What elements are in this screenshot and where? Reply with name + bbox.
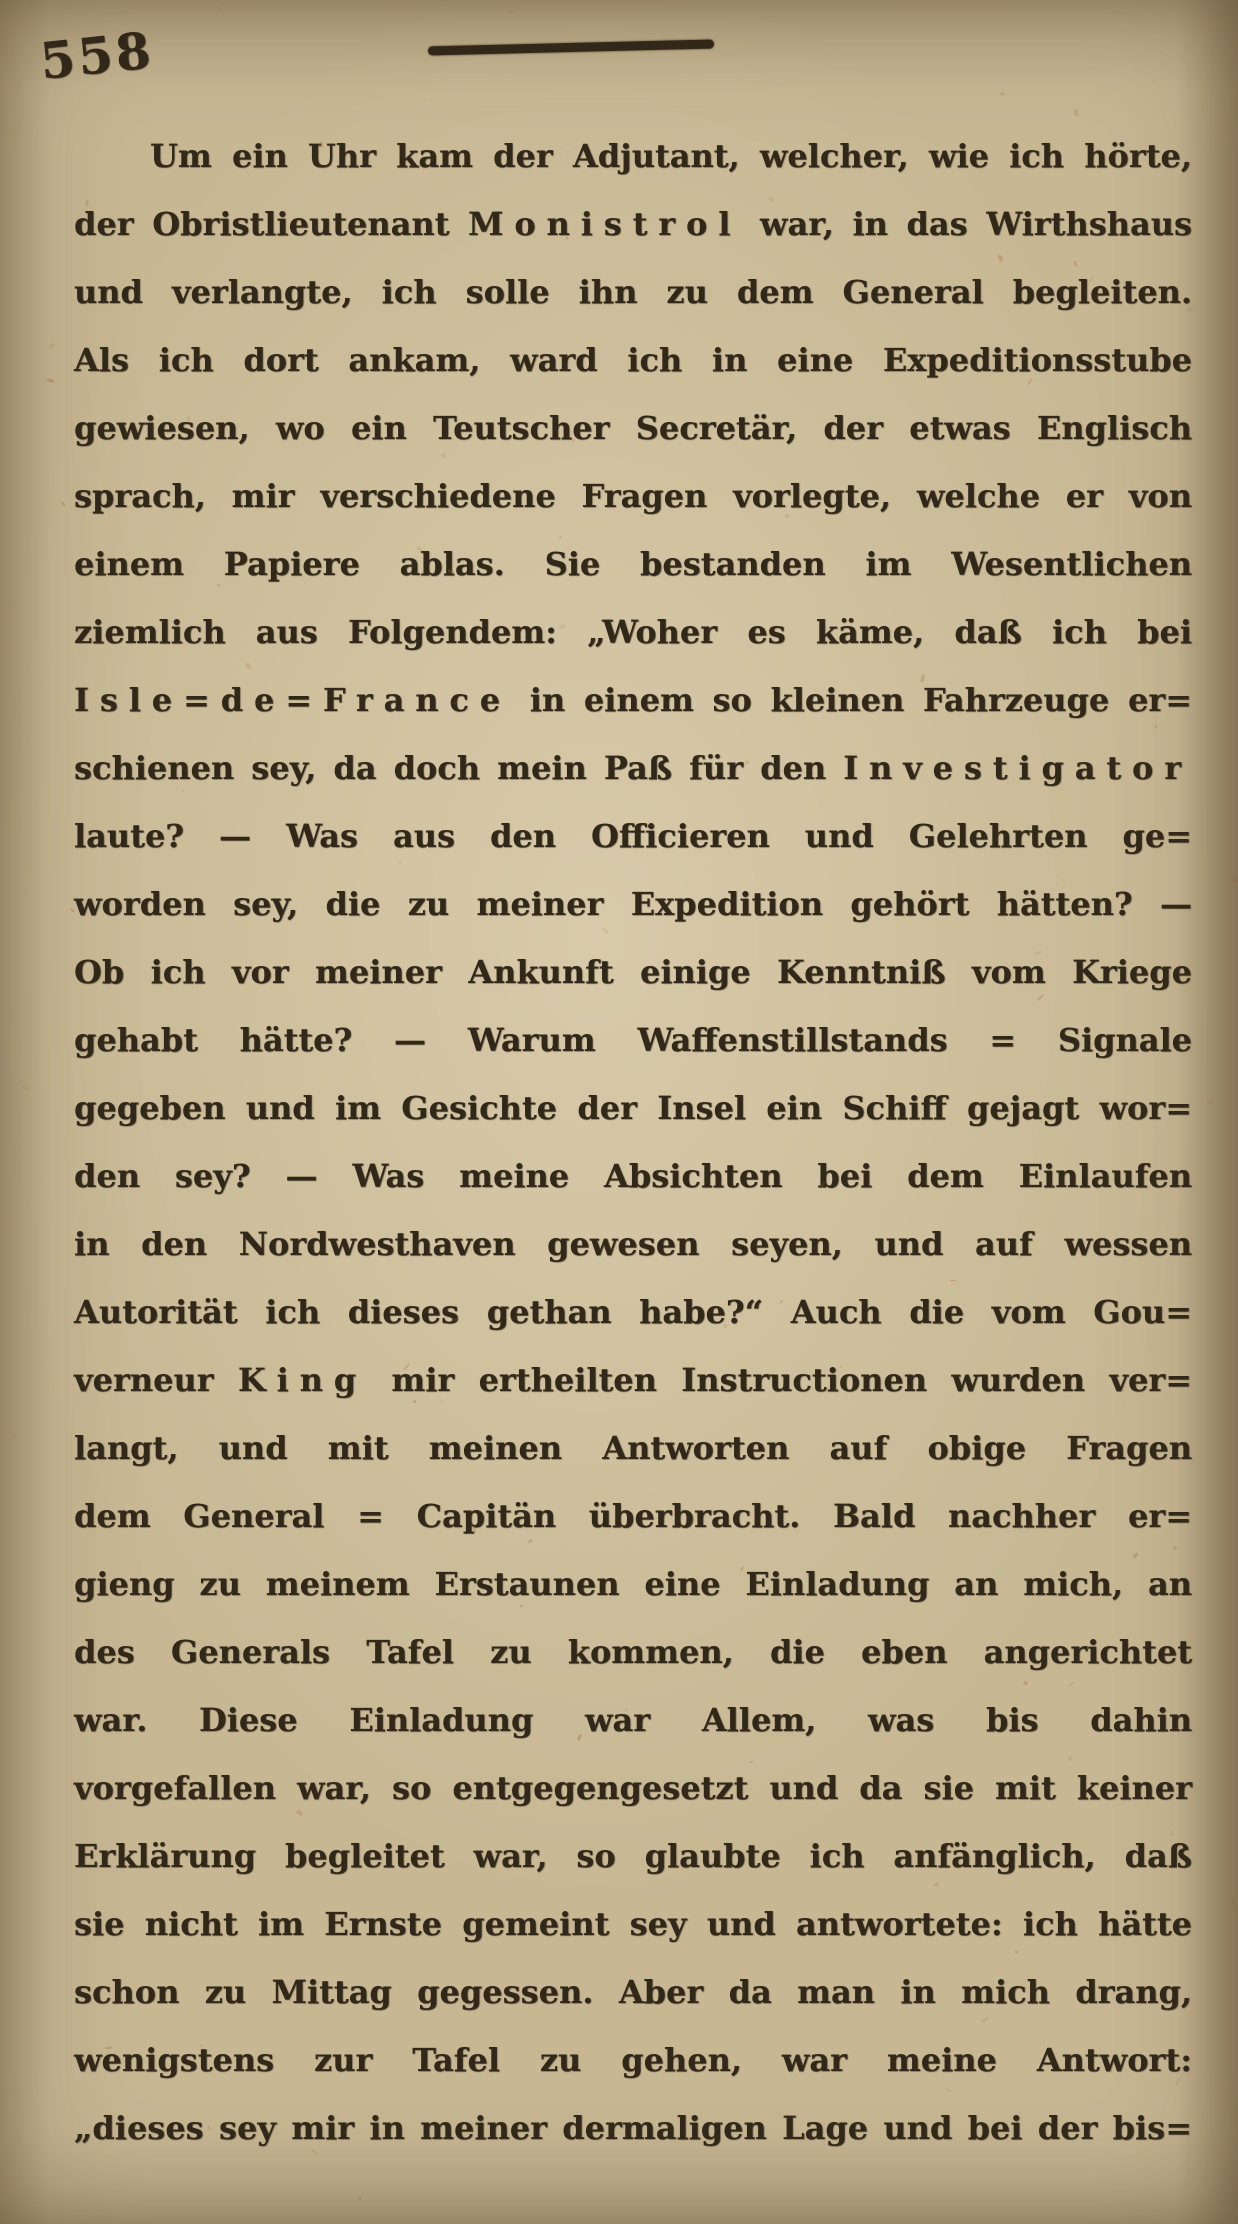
section-divider-rule bbox=[428, 40, 714, 56]
text-line bbox=[74, 802, 1192, 870]
text-segment: wenigstens zur Tafel zu gehen, war meine Antwort: bbox=[74, 2041, 1192, 2079]
text-segment: Um ein Uhr kam der Adjutant, welcher, wie ich hörte, bbox=[150, 137, 1192, 175]
text-line bbox=[74, 1482, 1192, 1550]
text-line bbox=[74, 598, 1192, 666]
text-line bbox=[74, 1278, 1192, 1346]
text-line bbox=[74, 870, 1192, 938]
text-segment: war. Diese Einladung war Allem, was bis dahin bbox=[74, 1701, 1192, 1739]
text-segment: Erklärung begleitet war, so glaubte ich anfänglich, daß bbox=[74, 1837, 1192, 1875]
text-line bbox=[74, 1006, 1192, 1074]
text-line bbox=[74, 1890, 1192, 1958]
text-segment: des Generals Tafel zu kommen, die eben angerichtet bbox=[74, 1633, 1192, 1671]
text-segment: mir ertheilten Instructionen wurden ver= bbox=[367, 1361, 1192, 1399]
text-line bbox=[74, 326, 1192, 394]
text-line bbox=[74, 666, 1192, 734]
text-segment: gegeben und im Gesichte der Insel ein Schiff gejagt wor= bbox=[74, 1089, 1192, 1127]
letterspaced-word: Investigator bbox=[843, 749, 1192, 787]
text-line bbox=[74, 462, 1192, 530]
text-segment: in einem so kleinen Fahrzeuge er= bbox=[511, 681, 1192, 719]
text-segment: vorgefallen war, so entgegengesetzt und da sie mit keiner bbox=[74, 1769, 1192, 1807]
text-line bbox=[74, 1754, 1192, 1822]
text-segment: Autorität ich dieses gethan habe?“ Auch die vom Gou= bbox=[74, 1293, 1192, 1331]
text-segment: verneur bbox=[74, 1361, 238, 1399]
letterspaced-word: Isle=de=France bbox=[74, 681, 512, 719]
text-line bbox=[74, 1210, 1192, 1278]
text-line bbox=[74, 190, 1192, 258]
text-line bbox=[74, 122, 1192, 190]
text-line bbox=[74, 1074, 1192, 1142]
text-segment: laute? — Was aus den Officieren und Gelehrten ge= bbox=[74, 817, 1192, 855]
text-segment: sie nicht im Ernste gemeint sey und antwortete: ich hätte bbox=[74, 1905, 1192, 1943]
text-line bbox=[74, 1822, 1192, 1890]
text-segment: schon zu Mittag gegessen. Aber da man in mich drang, bbox=[74, 1973, 1192, 2011]
text-segment: gieng zu meinem Erstaunen eine Einladung an mich, an bbox=[74, 1565, 1192, 1603]
text-segment: den sey? — Was meine Absichten bei dem Einlaufen bbox=[74, 1157, 1192, 1195]
text-segment: gewiesen, wo ein Teutscher Secretär, der etwas Englisch bbox=[74, 409, 1192, 447]
letterspaced-word: Monistrol bbox=[468, 205, 742, 243]
text-line bbox=[74, 1142, 1192, 1210]
text-segment: schienen sey, da doch mein Paß für den bbox=[74, 749, 844, 787]
text-segment: in den Nordwesthaven gewesen seyen, und auf wessen bbox=[74, 1225, 1192, 1263]
text-line bbox=[74, 1686, 1192, 1754]
text-line bbox=[74, 938, 1192, 1006]
text-segment: worden sey, die zu meiner Expedition gehört hätten? — bbox=[74, 885, 1192, 923]
text-line bbox=[74, 1414, 1192, 1482]
text-segment: ziemlich aus Folgendem: „Woher es käme, daß ich bei bbox=[74, 613, 1192, 651]
letterspaced-word: King bbox=[237, 1361, 368, 1399]
text-line bbox=[74, 1958, 1192, 2026]
page-text bbox=[74, 122, 1192, 2162]
text-segment: gehabt hätte? — Warum Waffenstillstands = Signale bbox=[74, 1021, 1192, 1059]
text-segment: dem General = Capitän überbracht. Bald nachher er= bbox=[74, 1497, 1192, 1535]
text-line bbox=[74, 1550, 1192, 1618]
text-line bbox=[74, 1346, 1192, 1414]
text-line bbox=[74, 394, 1192, 462]
text-segment: einem Papiere ablas. Sie bestanden im Wesentlichen bbox=[74, 545, 1192, 583]
text-segment: und verlangte, ich solle ihn zu dem General begleiten. bbox=[74, 273, 1192, 311]
text-segment: sprach, mir verschiedene Fragen vorlegte, welche er von bbox=[74, 477, 1192, 515]
page-number: 558 bbox=[37, 20, 157, 91]
text-segment: Als ich dort ankam, ward ich in eine Expeditionsstube bbox=[74, 341, 1192, 379]
text-line bbox=[74, 2026, 1192, 2094]
text-segment: langt, und mit meinen Antworten auf obige Fragen bbox=[74, 1429, 1192, 1467]
text-line bbox=[74, 258, 1192, 326]
text-segment: „dieses sey mir in meiner dermaligen Lage und bei der bis= bbox=[74, 2109, 1192, 2147]
text-line bbox=[74, 734, 1192, 802]
text-segment: der Obristlieutenant bbox=[74, 205, 469, 243]
text-line bbox=[74, 1618, 1192, 1686]
text-line bbox=[74, 530, 1192, 598]
text-segment: Ob ich vor meiner Ankunft einige Kenntniß vom Kriege bbox=[74, 953, 1192, 991]
text-segment: war, in das Wirthshaus bbox=[741, 205, 1193, 243]
text-line bbox=[74, 2094, 1192, 2162]
